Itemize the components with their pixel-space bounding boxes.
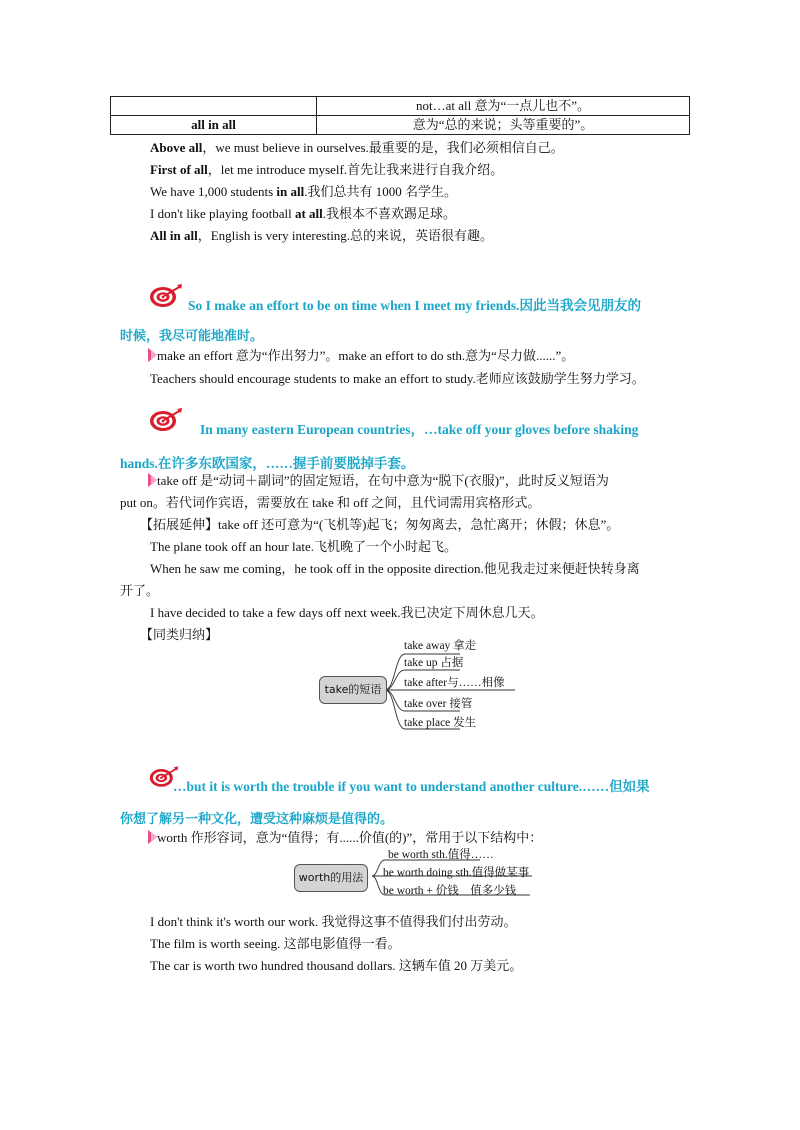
mindmap-item: be worth + 价钱 值多少钱 xyxy=(383,885,517,897)
table-cell-meaning: 意为“总的来说；头等重要的”。 xyxy=(317,116,690,135)
arrow-icon xyxy=(148,473,157,487)
note-text: worth 作形容词，意为“值得；有......价值(的)”，常用于以下结构中： xyxy=(157,830,543,845)
example-line: 开了。 xyxy=(120,583,160,598)
example-line: I have decided to take a few days off next week.我已决定下周休息几天。 xyxy=(150,605,544,620)
example-line xyxy=(150,227,493,245)
target-icon xyxy=(148,407,184,433)
mindmap-item: take place 发生 xyxy=(404,717,477,729)
table-cell-phrase: all in all xyxy=(111,116,317,135)
section-heading: …but it is worth the trouble if you want to understand another culture.……但如果 xyxy=(173,779,650,794)
example-line xyxy=(150,161,503,179)
take-mindmap-center: take的短语 xyxy=(319,676,387,704)
mindmap-item: take away 拿走 xyxy=(404,640,477,652)
note-text: make an effort 意为“作出努力”。make an effort to do sth.意为“尽力做......”。 xyxy=(157,348,575,363)
example-text: ，we must believe in ourselves.最重要的是，我们必须相信自己。 xyxy=(202,140,564,155)
example-bold: in all xyxy=(276,184,305,199)
example-text: We have 1,000 students xyxy=(150,184,277,199)
section-heading-cont: 时候，我尽可能地准时。 xyxy=(120,329,264,344)
mindmap-item: be worth doing sth.值得做某事 xyxy=(383,867,530,879)
arrow-icon xyxy=(148,830,157,844)
example-bold: First of all xyxy=(150,162,208,177)
worth-mindmap-center: worth的用法 xyxy=(294,864,368,892)
note-line xyxy=(148,472,609,490)
note-line: put on。若代词作宾语，需要放在 take 和 off 之间，且代词需用宾格形式。 xyxy=(120,495,541,510)
example-line: I don't think it's worth our work. 我觉得这事不值得我们付出劳动。 xyxy=(150,914,517,929)
section-heading-cont: hands.在许多东欧国家，……握手前要脱掉手套。 xyxy=(120,456,415,471)
mindmap-item: take after与……相像 xyxy=(404,677,505,689)
example-line xyxy=(150,205,456,223)
example-text: I don't like playing football xyxy=(150,206,295,221)
example-line xyxy=(150,183,457,201)
table-row xyxy=(111,116,690,135)
example-line: The film is worth seeing. 这部电影值得一看。 xyxy=(150,936,401,951)
table-cell-phrase xyxy=(111,97,317,116)
mindmap-item: take over 接管 xyxy=(404,698,473,710)
note-line xyxy=(148,829,542,847)
section-heading: So I make an effort to be on time when I meet my friends.因此当我会见朋友的 xyxy=(188,298,641,313)
mindmap-item: take up 占据 xyxy=(404,657,464,669)
phrase-table xyxy=(110,96,690,135)
section-heading-cont: 你想了解另一种文化，遭受这种麻烦是值得的。 xyxy=(120,812,394,827)
example-line: The plane took off an hour late.飞机晚了一个小时起飞。 xyxy=(150,539,458,554)
extend-line: 【拓展延伸】take off 还可意为“(飞机等)起飞；匆匆离去，急忙离开；休假；休息”。 xyxy=(140,517,620,532)
example-bold: All in all xyxy=(150,228,198,243)
example-line: The car is worth two hundred thousand dollars. 这辆车值 20 万美元。 xyxy=(150,958,523,973)
note-line xyxy=(148,347,574,365)
example-text: ，let me introduce myself.首先让我来进行自我介绍。 xyxy=(207,162,504,177)
example-text: ，English is very interesting.总的来说，英语很有趣。 xyxy=(197,228,494,243)
example-line xyxy=(150,139,564,157)
example-line: When he saw me coming，he took off in the opposite direction.他见我走过来便赶快转身离 xyxy=(150,561,640,576)
summary-label: 【同类归纳】 xyxy=(140,627,219,642)
example-text: .我根本不喜欢踢足球。 xyxy=(322,206,457,221)
example-text: .我们总共有 1000 名学生。 xyxy=(304,184,457,199)
arrow-icon xyxy=(148,348,157,362)
table-row xyxy=(111,97,690,116)
table-cell-meaning: not…at all 意为“一点儿也不”。 xyxy=(317,97,690,116)
mindmap-item: be worth sth.值得…… xyxy=(388,849,494,861)
target-icon xyxy=(148,283,184,309)
example-bold: Above all xyxy=(150,140,203,155)
example-line: Teachers should encourage students to make an effort to study.老师应该鼓励学生努力学习。 xyxy=(150,371,645,386)
section-heading: In many eastern European countries，…take off your gloves before shaking xyxy=(200,422,639,437)
example-bold: at all xyxy=(294,206,323,221)
note-text: take off 是“动词＋副词”的固定短语，在句中意为“脱下(衣服)”，此时反义短语为 xyxy=(157,473,609,488)
